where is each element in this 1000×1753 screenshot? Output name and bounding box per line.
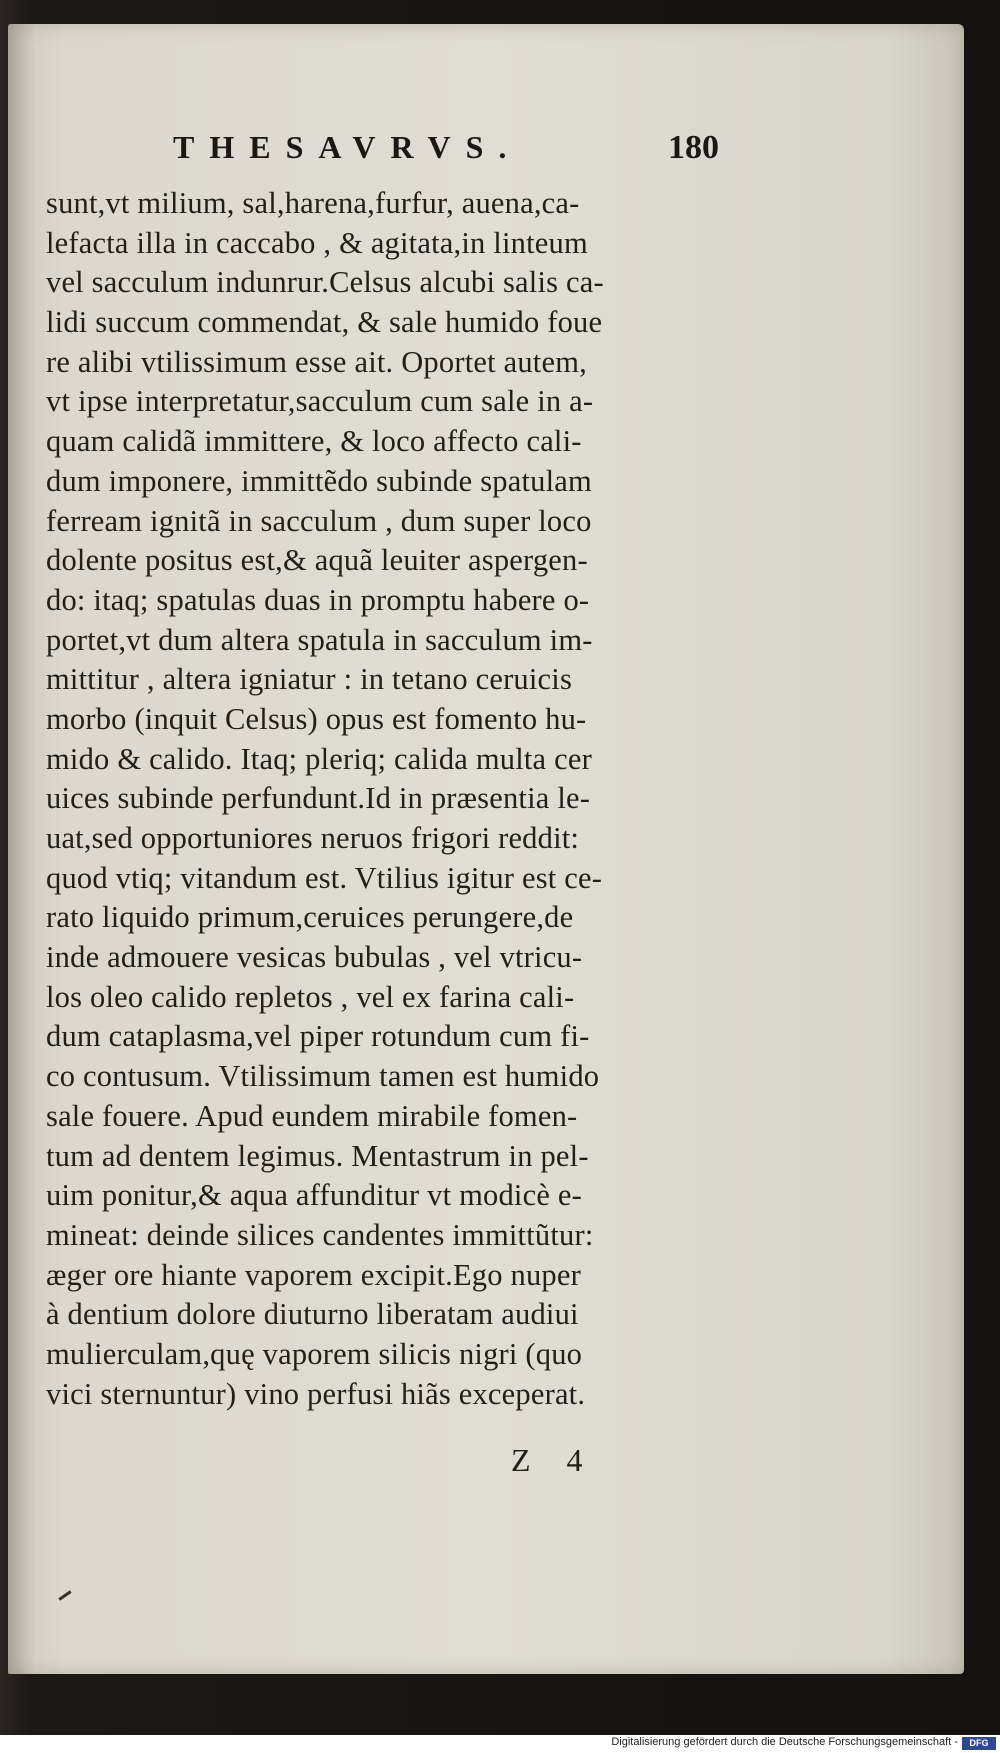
text-line: vt ipse interpretatur,sacculum cum sale in a- bbox=[46, 384, 594, 419]
text-line: re alibi vtilissimum esse ait. Oportet autem, bbox=[46, 344, 587, 379]
text-line: dolente positus est,& aquã leuiter aspergen- bbox=[46, 543, 588, 578]
text-line: mido & calido. Itaq; pleriq; calida multa cer bbox=[46, 741, 592, 776]
text-line: rato liquido primum,ceruices perungere,de bbox=[46, 900, 574, 935]
running-head bbox=[118, 129, 738, 179]
signature-mark: Z 4 bbox=[511, 1442, 597, 1478]
text-line: quod vtiq; vitandum est. Vtilius igitur est ce- bbox=[46, 860, 603, 895]
page-number: 180 bbox=[668, 129, 719, 166]
text-line: æger ore hiante vaporem excipit.Ego nuper bbox=[46, 1257, 581, 1292]
text-line: mittitur , altera igniatur : in tetano ceruicis bbox=[46, 662, 573, 697]
text-line: portet,vt dum altera spatula in sacculum im- bbox=[46, 622, 593, 657]
text-line: mineat: deinde silices candentes immittũtur: bbox=[46, 1217, 594, 1252]
text-line: do: itaq; spatulas duas in promptu habere o- bbox=[46, 582, 590, 617]
text-line: vel sacculum indunrur.Celsus alcubi salis ca- bbox=[46, 265, 604, 300]
text-line: lidi succum commendat, & sale humido foue bbox=[46, 305, 603, 340]
text-line: mulierculam,quę vaporem silicis nigri (quo bbox=[46, 1336, 583, 1371]
text-line: à dentium dolore diuturno liberatam audiui bbox=[46, 1297, 579, 1332]
text-line: sale fouere. Apud eundem mirabile fomen- bbox=[46, 1098, 578, 1133]
text-line: uim ponitur,& aqua affunditur vt modicè e- bbox=[46, 1178, 582, 1213]
ink-mark bbox=[58, 1590, 71, 1600]
text-line: dum imponere, immittẽdo subinde spatulam bbox=[46, 463, 592, 498]
book-page bbox=[8, 24, 964, 1674]
text-line: ferream ignitã in sacculum , dum super loco bbox=[46, 503, 592, 538]
text-line: morbo (inquit Celsus) opus est fomento hu- bbox=[46, 701, 587, 736]
text-line: vici sternuntur) vino perfusi hiãs exceperat. bbox=[46, 1376, 586, 1411]
text-line: tum ad dentem legimus. Mentastrum in pel- bbox=[46, 1138, 589, 1173]
footer-credit: Digitalisierung gefördert durch die Deutsche Forschungsgemeinschaft - bbox=[611, 1736, 958, 1748]
text-line: sunt,vt milium, sal,harena,furfur, auena,ca- bbox=[46, 186, 580, 220]
text-line: inde admouere vesicas bubulas , vel vtricu- bbox=[46, 940, 583, 975]
text-line: uat,sed opportuniores neruos frigori reddit: bbox=[46, 821, 580, 855]
text-line: co contusum. Vtilissimum tamen est humido bbox=[46, 1059, 600, 1094]
running-title: THESAVRVS. bbox=[173, 129, 522, 165]
text-line: uices subinde perfundunt.Id in præsentia le- bbox=[46, 781, 591, 816]
body-text bbox=[46, 184, 726, 1414]
text-line: lefacta illa in caccabo , & agitata,in linteum bbox=[46, 225, 588, 260]
text-line: quam calidã immittere, & loco affecto cali- bbox=[46, 424, 582, 459]
text-line: los oleo calido repletos , vel ex farina cali- bbox=[46, 979, 575, 1014]
text-line: dum cataplasma,vel piper rotundum cum fi- bbox=[46, 1019, 590, 1054]
dfg-logo: DFG bbox=[962, 1737, 996, 1750]
